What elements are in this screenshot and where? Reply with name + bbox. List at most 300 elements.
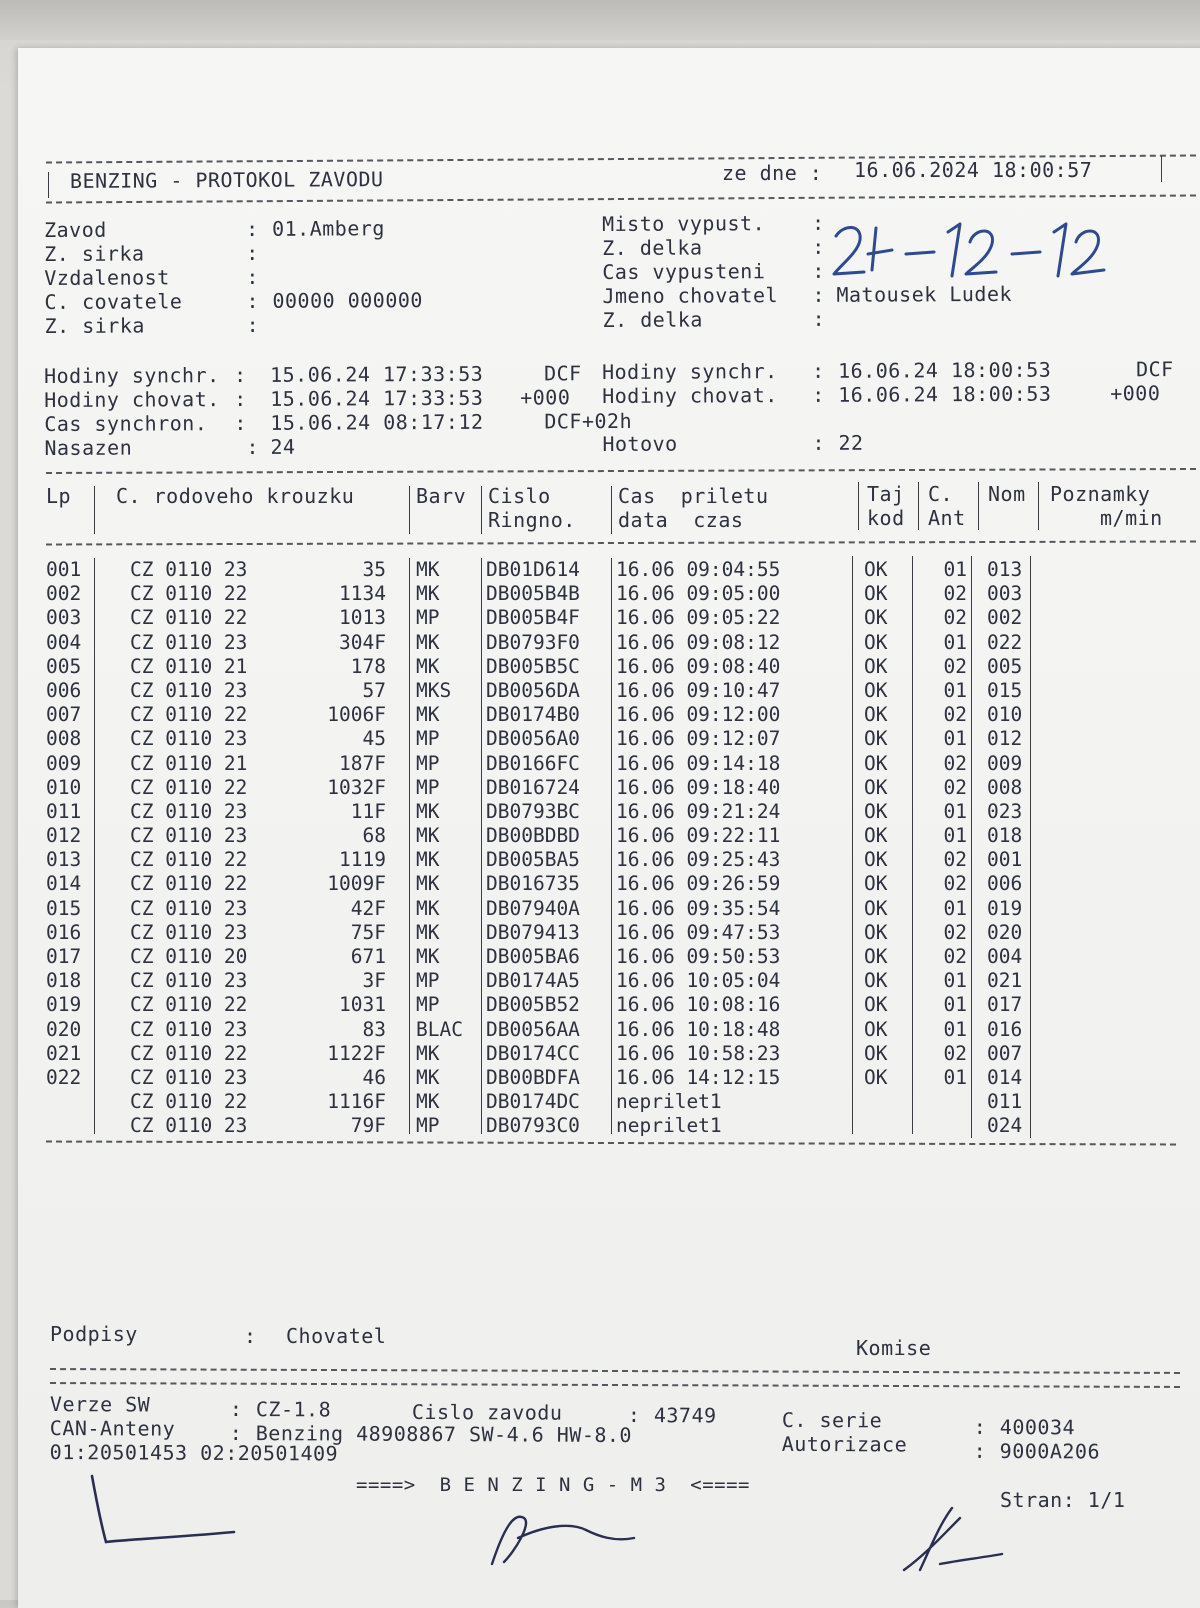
clock-colon: : [246, 434, 260, 459]
header-right-bar [1161, 156, 1162, 182]
color-code: MP [416, 727, 440, 751]
secret-code-status: OK [864, 1065, 888, 1089]
antenna-number: 02 [943, 920, 967, 944]
clock-suffix: DCF+02h [544, 408, 633, 434]
ring-number: 1006F [327, 703, 386, 727]
chip-number: DB079413 [486, 920, 580, 944]
footer-colon: : [973, 1414, 987, 1439]
clock-label: Cas synchron. [44, 411, 208, 436]
color-code: MK [416, 1065, 440, 1089]
lap-number: 001 [46, 558, 82, 581]
nomination-number: 021 [987, 969, 1023, 993]
body-divider [912, 556, 913, 1134]
info-value: 00000 000000 [272, 288, 423, 313]
antenna-number: 02 [943, 606, 967, 630]
antenna-number: 01 [943, 558, 967, 581]
clock-label: Nasazen [44, 435, 133, 460]
nomination-number: 001 [987, 848, 1023, 872]
secret-code-status: OK [864, 582, 888, 606]
antenna-number: 02 [943, 654, 967, 678]
background-surface [0, 0, 1200, 40]
color-code: MK [416, 630, 440, 654]
ring-number: 11F [350, 799, 386, 823]
antenna-number: 02 [943, 582, 967, 606]
software-version-label: Verze SW [49, 1392, 151, 1417]
nomination-number: 017 [987, 993, 1023, 1017]
race-number-label: Cislo zavodu [411, 1399, 563, 1425]
secret-code-status: OK [864, 945, 888, 968]
lap-number: 007 [46, 703, 82, 727]
arrival-time: 16.06 10:05:04 [616, 969, 781, 993]
secret-code-status: OK [864, 993, 888, 1017]
antenna-number: 02 [943, 751, 967, 775]
clock-value: 15.06.24 17:33:53 [270, 385, 484, 411]
commission-signature-2 [880, 1504, 1010, 1574]
lap-number: 019 [46, 993, 82, 1017]
clock-value: 15.06.24 17:33:53 [269, 361, 484, 387]
ring-number: 75F [350, 920, 386, 944]
antenna-number: 02 [943, 945, 967, 968]
footer-colon: : [973, 1438, 987, 1463]
clock-colon: : [812, 430, 826, 455]
secret-code-status: OK [864, 751, 888, 775]
chip-number: DB0056AA [486, 1017, 580, 1041]
color-code: MP [416, 606, 440, 630]
info-colon: : [246, 240, 259, 265]
color-code: BLAC [416, 1017, 463, 1041]
color-code: MP [416, 969, 440, 993]
arrival-time: 16.06 09:18:40 [616, 775, 781, 799]
info-colon: : [246, 288, 260, 313]
lap-number: 012 [46, 824, 82, 848]
lap-number: 010 [46, 775, 82, 799]
col-header-ring: C. rodoveho krouzku [116, 484, 355, 508]
arrival-time: 16.06 09:21:24 [616, 799, 781, 823]
footer-colon: : [627, 1403, 641, 1428]
ring-number: 1119 [339, 848, 386, 872]
antenna-number: 01 [943, 969, 967, 993]
clock-value: 16.06.24 18:00:53 [837, 357, 1052, 383]
serial-value: 400034 [999, 1414, 1076, 1440]
ring-prefix: CZ 0110 23 [130, 920, 248, 944]
ring-prefix: CZ 0110 20 [130, 945, 248, 968]
col-header-ant: C. [928, 482, 954, 506]
body-divider [852, 556, 853, 1134]
ring-prefix: CZ 0110 21 [130, 751, 248, 775]
lap-number: 013 [46, 848, 82, 872]
header-divider [978, 482, 979, 530]
col-header-cas-sub: data czas [618, 508, 744, 532]
color-code: MP [416, 775, 440, 799]
ring-prefix: CZ 0110 23 [130, 727, 248, 751]
chip-number: DB005BA6 [486, 945, 580, 968]
chip-number: DB0793F0 [486, 630, 580, 654]
color-code: MK [416, 824, 440, 848]
antenna-number: 01 [943, 1017, 967, 1041]
info-label: Misto vypust. [602, 211, 766, 236]
secret-code-status: OK [864, 727, 888, 751]
info-label: Z. sirka [44, 241, 145, 266]
ring-prefix: CZ 0110 23 [130, 969, 248, 993]
ring-prefix: CZ 0110 23 [130, 1017, 248, 1041]
nomination-number: 013 [987, 558, 1023, 581]
arrival-time: 16.06 09:25:43 [616, 848, 781, 872]
can-antennas-value: Benzing 48908867 SW-4.6 HW-8.0 [255, 1421, 633, 1448]
antenna-number: 01 [943, 824, 967, 848]
secret-code-status: OK [864, 558, 888, 581]
arrival-time: 16.06 14:12:15 [616, 1065, 781, 1089]
ring-prefix: CZ 0110 23 [130, 630, 248, 654]
arrival-time: 16.06 09:35:54 [616, 896, 781, 920]
nomination-number: 016 [987, 1017, 1023, 1041]
secret-code-status: OK [864, 824, 888, 848]
lap-number: 005 [46, 654, 82, 678]
header-divider [94, 486, 95, 534]
signatures-colon: : [244, 1324, 257, 1348]
ring-prefix: CZ 0110 23 [130, 1114, 248, 1138]
arrival-time: 16.06 10:18:48 [616, 1017, 781, 1041]
lap-number: 018 [46, 969, 82, 993]
signatures-label: Podpisy [50, 1322, 138, 1346]
color-code: MKS [416, 678, 452, 702]
clock-colon: : [811, 358, 825, 383]
arrival-time: 16.06 09:22:11 [616, 824, 781, 848]
ring-number: 304F [339, 630, 386, 654]
antenna-number: 02 [943, 848, 967, 872]
body-divider [971, 556, 972, 1138]
col-header-taj-sub: kod [867, 506, 905, 530]
color-code: MP [416, 751, 440, 775]
header-divider [918, 482, 919, 530]
info-colon: : [812, 282, 826, 307]
date-label: ze dne : [722, 161, 823, 185]
body-divider [481, 558, 482, 1134]
ring-number: 45 [362, 727, 386, 751]
chip-number: DB0056DA [486, 678, 580, 702]
signature-breeder-label: Chovatel [286, 1324, 387, 1348]
lap-number: 022 [46, 1065, 82, 1089]
lap-number: 014 [46, 872, 82, 896]
chip-number: DB0174DC [486, 1090, 580, 1114]
clock-suffix: DCF [1135, 357, 1174, 382]
col-header-barv: Barv [416, 484, 467, 508]
footer-top-rule [50, 1368, 1180, 1374]
ring-number: 83 [362, 1017, 386, 1041]
chip-number: DB0174B0 [486, 703, 580, 727]
ring-number: 671 [350, 945, 386, 968]
lap-number: 003 [46, 606, 82, 630]
ring-prefix: CZ 0110 22 [130, 872, 248, 896]
date-value: 16.06.2024 18:00:57 [854, 158, 1093, 182]
color-code: MK [416, 945, 440, 968]
color-code: MP [416, 1114, 440, 1138]
ring-number: 1031 [339, 993, 386, 1017]
chip-number: DB01D614 [486, 558, 580, 581]
breeder-signature [78, 1468, 258, 1548]
color-code: MK [416, 920, 440, 944]
chip-number: DB005BA5 [486, 848, 580, 872]
body-divider [94, 558, 95, 1134]
header-divider [611, 486, 612, 534]
antenna-number: 02 [943, 872, 967, 896]
ring-number: 187F [339, 751, 386, 775]
header-divider [1038, 482, 1039, 530]
footer-top-rule-2 [50, 1382, 1180, 1388]
header-rule [46, 194, 1196, 203]
color-code: MK [416, 799, 440, 823]
arrival-time: 16.06 09:05:00 [616, 582, 781, 606]
nomination-number: 018 [987, 824, 1023, 848]
clock-label: Hodiny synchr. [602, 359, 778, 384]
chip-number: DB0174A5 [486, 969, 580, 993]
ring-prefix: CZ 0110 23 [130, 799, 248, 823]
clock-suffix: DCF [543, 361, 582, 386]
footer-colon: : [229, 1420, 243, 1446]
col-header-speed: m/min [1100, 506, 1163, 530]
ring-prefix: CZ 0110 23 [130, 1065, 248, 1089]
ring-prefix: CZ 0110 22 [130, 582, 248, 606]
ring-number: 46 [362, 1065, 386, 1089]
chip-number: DB0056A0 [486, 727, 580, 751]
antenna-number: 02 [943, 703, 967, 727]
arrival-time: 16.06 09:14:18 [616, 751, 781, 775]
table-bottom-rule [46, 1141, 1176, 1146]
antenna-number: 02 [943, 775, 967, 799]
lap-number: 006 [46, 678, 82, 702]
color-code: MK [416, 1041, 440, 1065]
body-divider [611, 558, 612, 1134]
clock-colon: : [234, 386, 247, 412]
ring-number: 1032F [327, 775, 386, 799]
protocol-sheet [18, 48, 1200, 1608]
arrival-time: 16.06 10:08:16 [616, 993, 781, 1017]
clock-value: 22 [838, 430, 864, 455]
ring-prefix: CZ 0110 23 [130, 558, 248, 581]
col-header-cislo: Cislo [488, 484, 551, 508]
header-divider [409, 486, 410, 534]
nomination-number: 020 [987, 920, 1023, 944]
header-divider [858, 482, 859, 530]
race-number-value: 43749 [653, 1403, 717, 1428]
nomination-number: 011 [987, 1090, 1023, 1114]
ring-prefix: CZ 0110 22 [130, 1090, 248, 1114]
can-antennas-label: CAN-Anteny [49, 1415, 176, 1441]
lap-number: 008 [46, 727, 82, 751]
arrival-time: 16.06 10:58:23 [616, 1041, 781, 1065]
header-left-bar [48, 172, 49, 198]
arrival-time: 16.06 09:04:55 [616, 558, 781, 581]
arrival-time: 16.06 09:12:00 [616, 703, 781, 727]
ring-prefix: CZ 0110 22 [130, 775, 248, 799]
chip-number: DB0793C0 [486, 1114, 580, 1138]
info-label: Vzdalenost [44, 265, 170, 290]
info-colon: : [812, 306, 826, 331]
ring-number: 57 [362, 678, 386, 702]
ring-prefix: CZ 0110 22 [130, 703, 248, 727]
info-colon: : [812, 258, 825, 283]
ring-prefix: CZ 0110 21 [130, 654, 248, 678]
ring-number: 1009F [327, 872, 386, 896]
clock-value: 15.06.24 08:17:12 [270, 409, 484, 435]
antenna-number: 01 [943, 630, 967, 654]
ring-prefix: CZ 0110 22 [130, 1041, 248, 1065]
info-label: Jmeno chovatel [602, 283, 779, 308]
clock-value: 24 [270, 434, 296, 459]
nomination-number: 002 [987, 606, 1023, 630]
chip-number: DB005B52 [486, 993, 580, 1017]
col-header-cislo-sub: Ringno. [488, 508, 576, 532]
table-top-rule [46, 468, 1196, 474]
color-code: MP [416, 993, 440, 1017]
chip-number: DB005B4F [486, 606, 580, 630]
chip-number: DB00BDBD [486, 824, 580, 848]
arrival-time: 16.06 09:05:22 [616, 606, 781, 630]
ring-number: 1116F [327, 1090, 386, 1114]
secret-code-status: OK [864, 630, 888, 654]
ring-number: 79F [350, 1114, 386, 1138]
footer-colon: : [229, 1396, 243, 1422]
clock-label: Hotovo [602, 431, 678, 456]
arrival-time: 16.06 09:08:40 [616, 654, 781, 678]
clock-colon: : [233, 362, 247, 388]
ring-number: 35 [362, 558, 386, 581]
lap-number: 004 [46, 630, 82, 654]
arrival-time: neprilet1 [616, 1114, 722, 1138]
ring-number: 1122F [327, 1041, 386, 1065]
antenna-number: 02 [943, 1041, 967, 1065]
info-colon: : [246, 264, 259, 289]
secret-code-status: OK [864, 654, 888, 678]
secret-code-status: OK [864, 799, 888, 823]
info-colon: : [811, 210, 825, 235]
nomination-number: 005 [987, 654, 1023, 678]
ring-number: 1013 [339, 606, 386, 630]
chip-number: DB07940A [486, 896, 580, 920]
lap-number: 002 [46, 582, 82, 606]
arrival-time: 16.06 09:12:07 [616, 727, 781, 751]
info-colon: : [246, 312, 260, 337]
col-header-ant-sub: Ant [928, 506, 966, 530]
color-code: MK [416, 896, 440, 920]
info-value: 01.Amberg [271, 216, 385, 241]
secret-code-status: OK [864, 848, 888, 872]
chip-number: DB005B5C [486, 654, 580, 678]
clock-colon: : [234, 410, 247, 436]
color-code: MK [416, 848, 440, 872]
secret-code-status: OK [864, 1041, 888, 1065]
nomination-number: 019 [987, 896, 1023, 920]
nomination-number: 010 [987, 703, 1023, 727]
ring-prefix: CZ 0110 23 [130, 896, 248, 920]
ring-number: 68 [362, 824, 386, 848]
nomination-number: 012 [987, 727, 1023, 751]
secret-code-status: OK [864, 606, 888, 630]
info-colon: : [245, 216, 259, 241]
antenna-ids: 01:20501453 02:20501409 [49, 1439, 339, 1466]
header-bottom-rule [46, 540, 1196, 545]
nomination-number: 024 [987, 1114, 1023, 1138]
handwritten-release-time [824, 214, 1124, 284]
arrival-time: neprilet1 [616, 1090, 722, 1114]
nomination-number: 006 [987, 872, 1023, 896]
antenna-number: 01 [943, 1065, 967, 1089]
nomination-number: 014 [987, 1065, 1023, 1089]
lap-number: 021 [46, 1041, 82, 1065]
color-code: MK [416, 654, 440, 678]
secret-code-status: OK [864, 775, 888, 799]
chip-number: DB016735 [486, 872, 580, 896]
ring-number: 178 [350, 654, 386, 678]
page-indicator: Stran: 1/1 [1000, 1488, 1126, 1512]
secret-code-status: OK [864, 678, 888, 702]
signature-commission-label: Komise [856, 1336, 932, 1360]
clock-suffix: +000 [1110, 381, 1161, 406]
col-header-cas: Cas priletu [618, 484, 769, 508]
serial-label: C. serie [781, 1407, 883, 1433]
arrival-time: 16.06 09:26:59 [616, 872, 781, 896]
ring-prefix: CZ 0110 22 [130, 993, 248, 1017]
lap-number: 017 [46, 945, 82, 968]
info-colon: : [812, 234, 825, 259]
authorization-label: Autorizace [781, 1431, 908, 1457]
lap-number: 020 [46, 1017, 82, 1041]
antenna-number: 01 [943, 799, 967, 823]
info-label: C. covatele [44, 289, 183, 314]
info-label: Z. sirka [44, 313, 145, 338]
arrival-time: 16.06 09:47:53 [616, 920, 781, 944]
lap-number: 015 [46, 896, 82, 920]
info-label: Z. delka [602, 235, 703, 260]
lap-number: 016 [46, 920, 82, 944]
chip-number: DB005B4B [486, 582, 580, 606]
nomination-number: 003 [987, 582, 1023, 606]
secret-code-status: OK [864, 1017, 888, 1041]
clock-colon: : [812, 382, 825, 407]
color-code: MK [416, 558, 440, 581]
secret-code-status: OK [864, 969, 888, 993]
secret-code-status: OK [864, 872, 888, 896]
col-header-lp: Lp [46, 484, 72, 508]
nomination-number: 004 [987, 945, 1023, 968]
color-code: MK [416, 703, 440, 727]
col-header-taj: Taj [867, 482, 905, 506]
clock-label: Hodiny synchr. [44, 363, 220, 388]
clock-suffix: +000 [520, 385, 571, 410]
device-banner: ====> B E N Z I N G - M 3 <==== [356, 1474, 750, 1496]
clock-label: Hodiny chovat. [602, 383, 778, 408]
lap-number: 011 [46, 799, 82, 823]
document-title: BENZING - PROTOKOL ZAVODU [69, 167, 384, 193]
nomination-number: 023 [987, 799, 1023, 823]
secret-code-status: OK [864, 920, 888, 944]
header-divider [481, 486, 482, 534]
nomination-number: 015 [987, 678, 1023, 702]
clock-label: Hodiny chovat. [44, 387, 220, 412]
info-label: Zavod [44, 217, 107, 242]
nomination-number: 009 [987, 751, 1023, 775]
color-code: MK [416, 872, 440, 896]
color-code: MK [416, 582, 440, 606]
antenna-number: 01 [943, 993, 967, 1017]
chip-number: DB00BDFA [486, 1065, 580, 1089]
secret-code-status: OK [864, 896, 888, 920]
chip-number: DB016724 [486, 775, 580, 799]
secret-code-status: OK [864, 703, 888, 727]
ring-prefix: CZ 0110 22 [130, 848, 248, 872]
ring-prefix: CZ 0110 23 [130, 678, 248, 702]
color-code: MK [416, 1090, 440, 1114]
lap-number: 009 [46, 751, 82, 775]
